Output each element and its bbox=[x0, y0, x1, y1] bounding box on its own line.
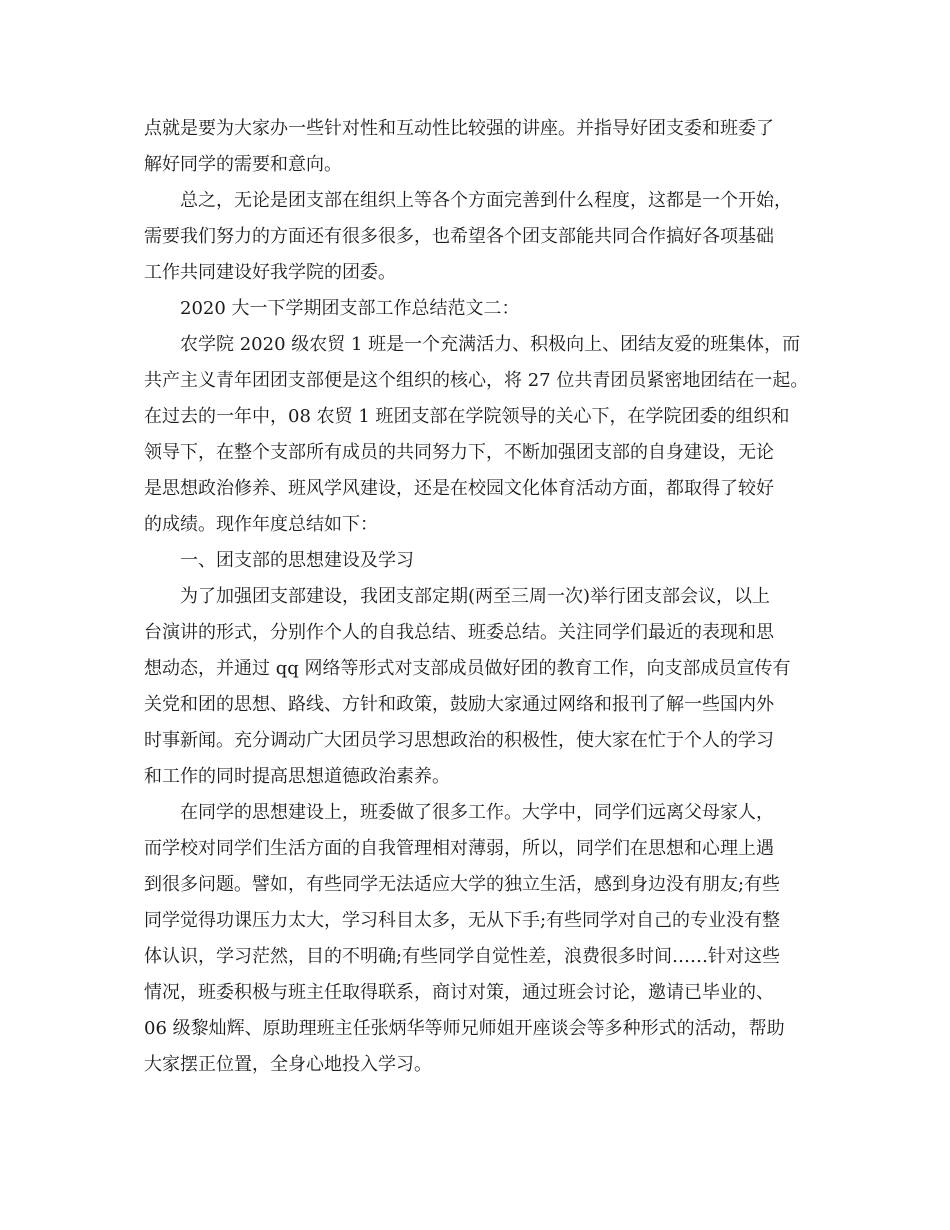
text-line: 台演讲的形式，分别作个人的自我总结、班委总结。关注同学们最近的表现和思 bbox=[144, 622, 774, 643]
text-line: 共产主义青年团团支部便是这个组织的核心，将 27 位共青团员紧密地团结在一起。 bbox=[144, 370, 809, 391]
text-line: 为了加强团支部建设，我团支部定期(两至三周一次)举行团支部会议，以上 bbox=[180, 586, 771, 607]
text-line: 农学院 2020 级农贸 1 班是一个充满活力、积极向上、团结友爱的班集体，而 bbox=[180, 334, 801, 355]
text-line: 06 级黎灿辉、原助理班主任张炳华等师兄师姐开座谈会等多种形式的活动，帮助 bbox=[144, 1018, 785, 1039]
text-line: 总之，无论是团支部在组织上等各个方面完善到什么程度，这都是一个开始， bbox=[180, 190, 792, 211]
text-line: 在过去的一年中，08 农贸 1 班团支部在学院领导的关心下，在学院团委的组织和 bbox=[144, 406, 790, 427]
section-heading: 一、团支部的思想建设及学习 bbox=[180, 550, 414, 571]
text-line: 想动态，并通过 qq 网络等形式对支部成员做好团的教育工作，向支部成员宣传有 bbox=[144, 658, 791, 679]
text-line: 是思想政治修养、班风学风建设，还是在校园文化体育活动方面，都取得了较好 bbox=[144, 478, 774, 499]
text-line: 的成绩。现作年度总结如下： bbox=[144, 514, 378, 535]
text-line: 在同学的思想建设上，班委做了很多工作。大学中，同学们远离父母家人， bbox=[180, 802, 774, 823]
text-line: 关党和团的思想、路线、方针和政策，鼓励大家通过网络和报刊了解一些国内外 bbox=[144, 694, 774, 715]
text-line: 工作共同建设好我学院的团委。 bbox=[144, 262, 396, 283]
text-line: 和工作的同时提高思想道德政治素养。 bbox=[144, 766, 450, 787]
text-line: 大家摆正位置，全身心地投入学习。 bbox=[144, 1054, 432, 1075]
text-line: 到很多问题。譬如，有些同学无法适应大学的独立生活，感到身边没有朋友;有些 bbox=[144, 874, 781, 895]
text-line: 需要我们努力的方面还有很多很多，也希望各个团支部能共同合作搞好各项基础 bbox=[144, 226, 774, 247]
text-line: 而学校对同学们生活方面的自我管理相对薄弱，所以，同学们在思想和心理上遇 bbox=[144, 838, 774, 859]
text-line: 点就是要为大家办一些针对性和互动性比较强的讲座。并指导好团支委和班委了 bbox=[144, 118, 774, 139]
text-line: 同学觉得功课压力太大，学习科目太多，无从下手;有些同学对自己的专业没有整 bbox=[144, 910, 781, 931]
text-line: 时事新闻。充分调动广大团员学习思想政治的积极性，使大家在忙于个人的学习 bbox=[144, 730, 774, 751]
text-line: 体认识，学习茫然，目的不明确;有些同学自觉性差，浪费很多时间……针对这些 bbox=[144, 946, 781, 967]
section-title: 2020 大一下学期团支部工作总结范文二： bbox=[180, 298, 520, 319]
text-line: 领导下，在整个支部所有成员的共同努力下，不断加强团支部的自身建设，无论 bbox=[144, 442, 774, 463]
text-line: 解好同学的需要和意向。 bbox=[144, 154, 342, 175]
text-line: 情况，班委积极与班主任取得联系，商讨对策，通过班会讨论，邀请已毕业的、 bbox=[144, 982, 774, 1003]
